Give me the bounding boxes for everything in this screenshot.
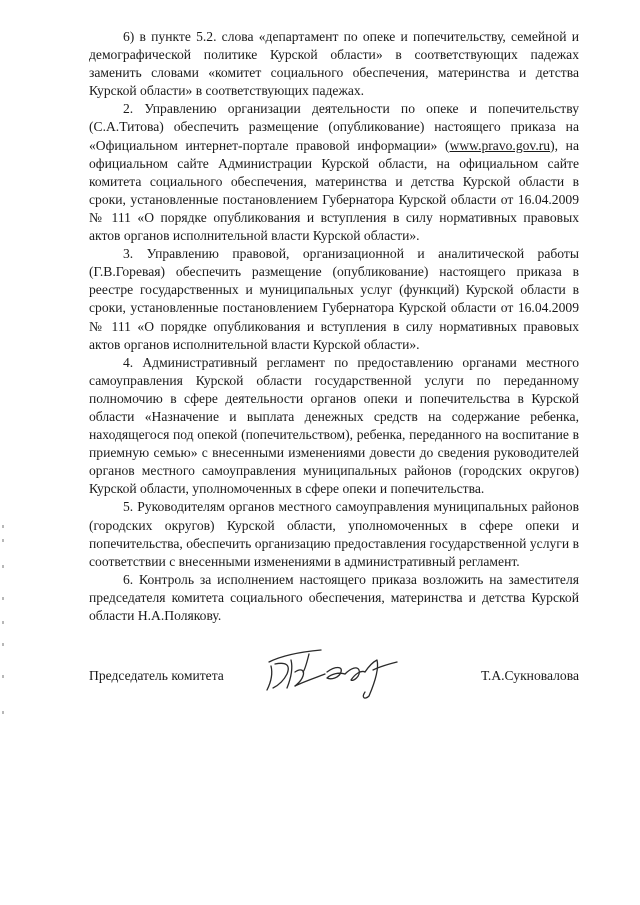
scan-mark — [2, 565, 4, 568]
scan-mark — [2, 711, 4, 714]
paragraph-5-local-authorities: 5. Руководителям органов местного самоуправления муниципальных районов (городских округов) Курской области, уполномоченных в сфере опеки и попечительства, обеспечить организацию предоставления государственной услуги в соответствии с внесенными изменениями в административный регламент. — [89, 499, 579, 569]
left-margin-scan-marks — [2, 525, 6, 725]
paragraph-2-text-end: ), на официальном сайте Администрации Курской области, на официальном сайте комитета социального обеспечения, материнства и детства Курской области в сроки, установленные постановлением Губернатора Курской области от 16.04.2009 № 111 «О порядке опубликования и вступления в силу нормативных правовых актов органов исполнительной власти Курской области». — [89, 137, 579, 244]
scan-mark — [2, 621, 4, 624]
scan-mark — [2, 597, 4, 600]
signatory-position: Председатель комитета — [89, 668, 224, 683]
scan-mark — [2, 525, 4, 528]
scan-mark — [2, 675, 4, 678]
paragraph-2-publication — [89, 100, 579, 245]
paragraph-3-registry: 3. Управлению правовой, организационной и аналитической работы (Г.В.Горевая) обеспечить размещение (опубликование) настоящего приказа в реестре государственных и муниципальных услуг (функций) Курской области в сроки, установленные постановлением Губернатора Курской области от 16.04.2009 № 111 «О порядке опубликования и вступления в силу нормативных правовых актов органов исполнительной власти Курской области». — [89, 246, 579, 352]
paragraph-4-regulation: 4. Административный регламент по предоставлению органами местного самоуправления Курской области государственной услуги по переданному полномочию в сфере деятельности органов опеки и попечительства в Курской области «Назначение и выплата денежных средств на содержание ребенка, находящегося под опекой (попечительством), ребенка, переданного на воспитание в приемную семью» с внесенными изменениями довести до сведения руководителей органов местного самоуправления муниципальных районов (городских округов) Курской области, уполномоченных в сфере опеки и попечительства. — [89, 354, 579, 497]
paragraph-item-6-point-5-2: 6) в пункте 5.2. слова «департамент по опеке и попечительству, семейной и демографической политике Курской области» в соответствующих падежах заменить словами «комитет социального обеспечения, материнства и детства Курской области» в соответствующих падежах. — [89, 29, 579, 99]
signature-block — [89, 658, 579, 698]
pravo-gov-link[interactable]: www.pravo.gov.ru — [449, 137, 551, 153]
scan-mark — [2, 539, 4, 542]
document-body — [89, 28, 579, 625]
handwritten-signature — [261, 642, 409, 702]
signatory-name: Т.А.Сукновалова — [480, 668, 579, 683]
scan-mark — [2, 643, 4, 646]
paragraph-2-text-start: 2. Управлению организации деятельности по опеке и попечительству (С.А.Титова) обеспечить размещение (опубликование) настоящего приказа на «Официальном интернет-портале правовой информации» ( — [89, 101, 579, 153]
paragraph-6-control: 6. Контроль за исполнением настоящего приказа возложить на заместителя председателя комитета социального обеспечения, материнства и детства Курской области Н.А.Полякову. — [89, 571, 579, 623]
